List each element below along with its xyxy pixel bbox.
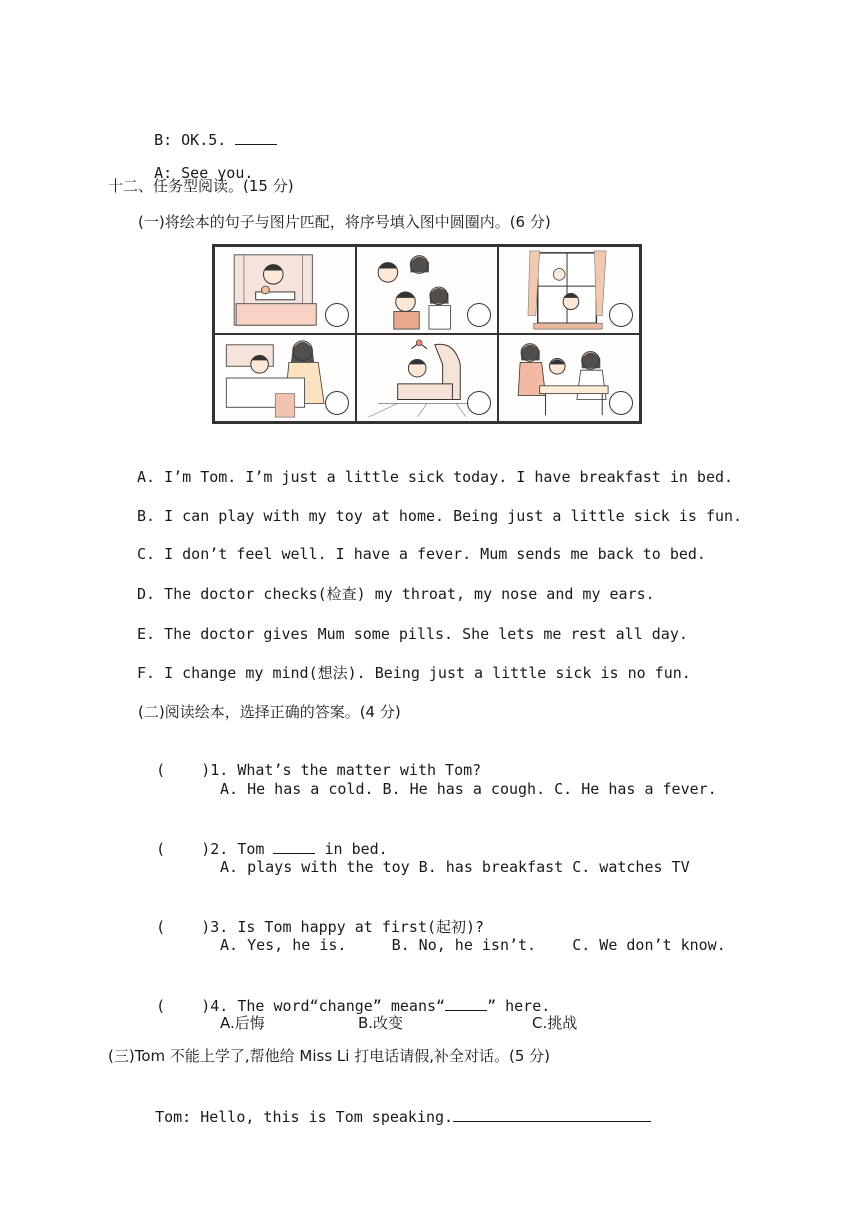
answer-blank[interactable]	[445, 996, 487, 1011]
question-stem: 3. Is Tom happy at first(起初)?	[210, 918, 485, 936]
picture-book-grid	[212, 244, 642, 424]
question-stem-end: ” here.	[487, 997, 551, 1015]
part2-instruction: (二)阅读绘本，选择正确的答案。(4 分)	[138, 703, 401, 721]
answer-paren[interactable]: ( )	[156, 997, 211, 1015]
picture-cell-3	[498, 246, 640, 334]
question-4-option-c: C.挑战	[532, 1014, 578, 1032]
picture-cell-4	[214, 334, 356, 422]
question-3-options: A. Yes, he is. B. No, he isn’t. C. We don’t know.	[220, 936, 726, 954]
answer-blank-long[interactable]	[453, 1107, 651, 1122]
dialogue-start	[137, 1087, 651, 1127]
answer-paren[interactable]: ( )	[156, 918, 211, 936]
answer-circle[interactable]	[467, 303, 491, 327]
part1-instruction: (一)将绘本的句子与图片匹配，将序号填入图中圆圈内。(6 分)	[138, 213, 551, 231]
question-3	[138, 897, 484, 937]
question-stem: 1. What’s the matter with Tom?	[210, 761, 482, 779]
picture-cell-1	[214, 246, 356, 334]
answer-paren[interactable]: ( )	[156, 761, 211, 779]
answer-circle[interactable]	[609, 391, 633, 415]
question-2-options: A. plays with the toy B. has breakfast C. watches TV	[220, 858, 690, 876]
section-heading: 十二、任务型阅读。(15 分)	[108, 177, 294, 195]
answer-blank[interactable]	[273, 839, 315, 854]
picture-cell-5	[356, 334, 498, 422]
question-4	[138, 976, 550, 1016]
question-1	[138, 740, 481, 780]
sentence-f: F. I change my mind(想法). Being just a little sick is no fun.	[137, 664, 691, 682]
answer-circle[interactable]	[325, 391, 349, 415]
sentence-d: D. The doctor checks(检查) my throat, my nose and my ears.	[137, 585, 655, 603]
dialogue-text: OK.5.	[181, 131, 227, 149]
question-stem: 2. Tom	[210, 840, 265, 858]
sentence-b: B. I can play with my toy at home. Being just a little sick is fun.	[137, 507, 743, 525]
question-4-option-a: A.后悔	[220, 1014, 265, 1032]
picture-cell-6	[498, 334, 640, 422]
sentence-a: A. I’m Tom. I’m just a little sick today. I have breakfast in bed.	[137, 468, 734, 486]
sentence-e: E. The doctor gives Mum some pills. She lets me rest all day.	[137, 625, 688, 643]
question-2	[138, 819, 388, 859]
question-4-option-b: B.改变	[358, 1014, 404, 1032]
answer-circle[interactable]	[467, 391, 491, 415]
answer-circle[interactable]	[325, 303, 349, 327]
dialogue-text: See you.	[181, 164, 254, 182]
speaker-a: A:	[154, 164, 173, 182]
answer-paren[interactable]: ( )	[156, 840, 211, 858]
question-stem: 4. The word“change” means“	[210, 997, 446, 1015]
part3-instruction: (三)Tom 不能上学了,帮他给 Miss Li 打电话请假,补全对话。(5 分)	[108, 1047, 550, 1065]
picture-cell-2	[356, 246, 498, 334]
speaker-b: B:	[154, 131, 173, 149]
dialogue-start-text: Tom: Hello, this is Tom speaking.	[155, 1108, 454, 1126]
answer-circle[interactable]	[609, 303, 633, 327]
question-1-options: A. He has a cold. B. He has a cough. C. He has a fever.	[220, 780, 717, 798]
sentence-c: C. I don’t feel well. I have a fever. Mum sends me back to bed.	[137, 545, 706, 563]
question-stem-end: in bed.	[324, 840, 388, 858]
